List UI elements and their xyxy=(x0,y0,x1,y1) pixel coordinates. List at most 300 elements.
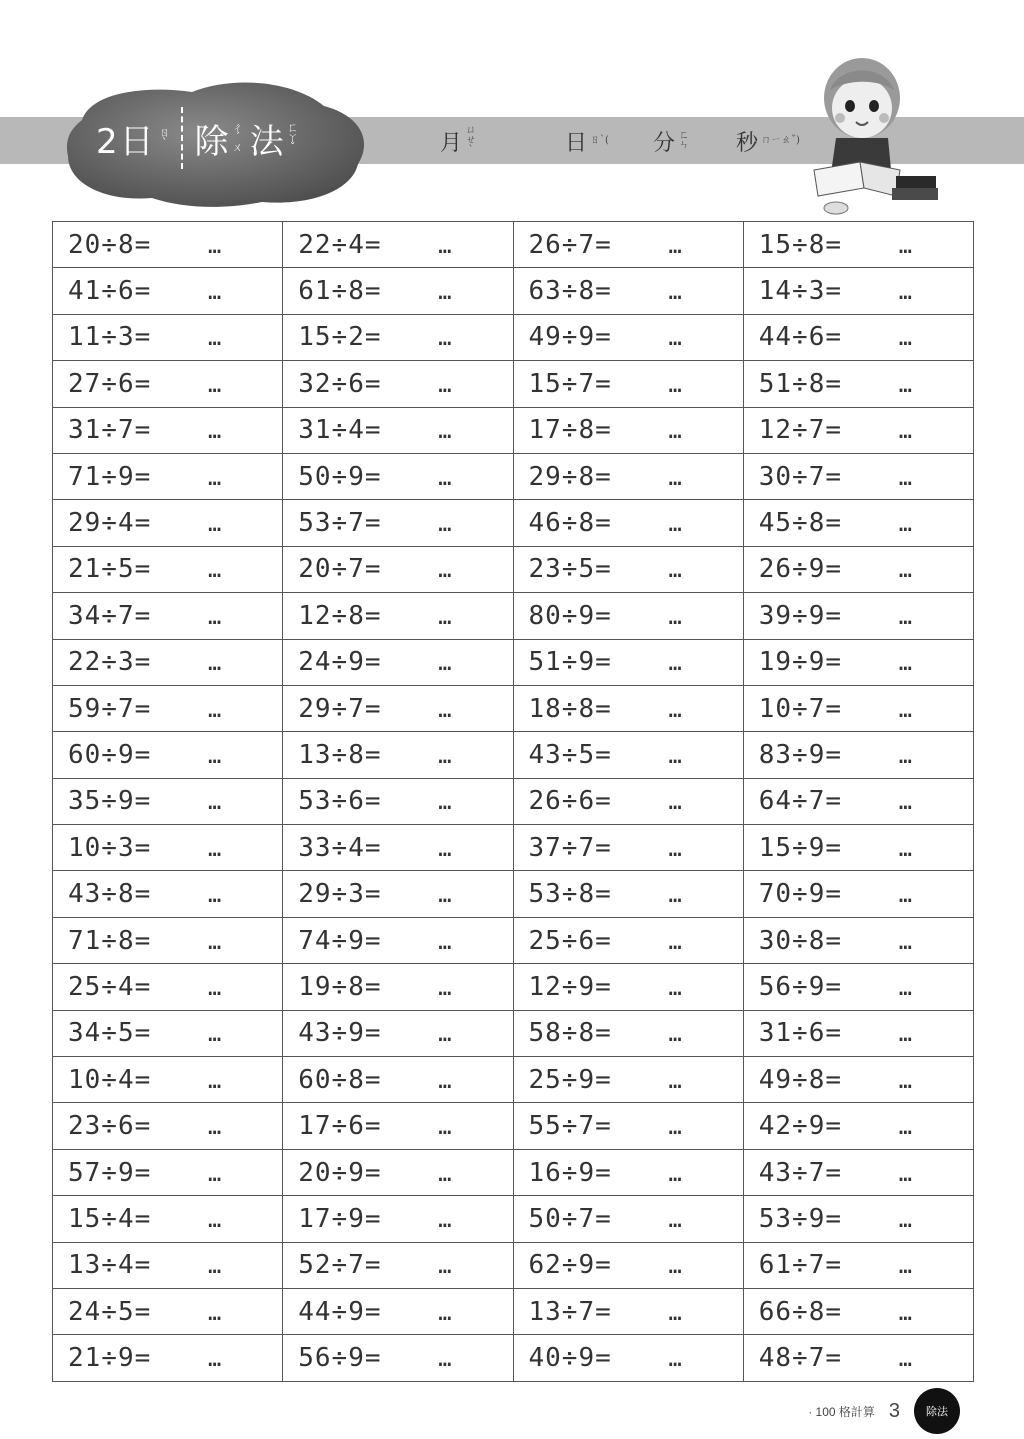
remainder-mark: … xyxy=(438,1300,453,1326)
problem-cell xyxy=(283,546,513,592)
problem-cell xyxy=(283,314,513,360)
division-expression: 53÷6= xyxy=(298,786,382,817)
problem-cell xyxy=(53,500,283,546)
remainder-mark: … xyxy=(438,743,453,769)
problem-row xyxy=(53,1057,974,1103)
division-expression: 12÷7= xyxy=(758,415,843,446)
problem-cell xyxy=(513,593,743,639)
problem-cell xyxy=(513,453,743,499)
remainder-mark: … xyxy=(438,1068,453,1094)
division-expression: 39÷9= xyxy=(758,600,843,631)
division-expression: 53÷9= xyxy=(758,1203,843,1234)
division-expression: 12÷9= xyxy=(528,971,612,1002)
division-expression: 19÷9= xyxy=(758,647,843,678)
problem-cell xyxy=(283,1288,513,1334)
division-expression: 31÷6= xyxy=(758,1018,843,1049)
division-expression: 44÷6= xyxy=(758,322,843,353)
problem-cell xyxy=(53,314,283,360)
problem-cell xyxy=(53,917,283,963)
remainder-mark: … xyxy=(208,1207,223,1233)
remainder-mark: … xyxy=(438,1347,453,1373)
second-field: 秒 ㄇㄧㄠˇ) xyxy=(735,130,800,156)
problem-cell xyxy=(283,1196,513,1242)
problem-cell xyxy=(743,825,973,871)
remainder-mark: … xyxy=(668,1161,683,1187)
division-expression: 10÷3= xyxy=(68,832,152,863)
problem-row xyxy=(53,500,974,546)
division-expression: 11÷3= xyxy=(68,322,152,353)
problem-cell xyxy=(743,314,973,360)
problem-row xyxy=(53,778,974,824)
problem-row xyxy=(53,871,974,917)
division-expression: 43÷5= xyxy=(528,739,612,770)
problem-cell xyxy=(743,639,973,685)
problem-cell xyxy=(743,964,973,1010)
division-expression: 51÷8= xyxy=(758,368,843,399)
remainder-mark: … xyxy=(898,465,913,491)
division-expression: 64÷7= xyxy=(758,786,843,817)
division-expression: 20÷7= xyxy=(298,554,382,585)
division-expression: 71÷8= xyxy=(68,925,152,956)
remainder-mark: … xyxy=(438,1254,453,1280)
division-expression: 15÷9= xyxy=(758,832,843,863)
remainder-mark: … xyxy=(208,1254,223,1280)
day-field: 日 ㄖˋ( xyxy=(565,130,609,156)
problem-row xyxy=(53,825,974,871)
remainder-mark: … xyxy=(438,465,453,491)
remainder-mark: … xyxy=(208,697,223,723)
division-expression: 34÷7= xyxy=(68,600,152,631)
remainder-mark: … xyxy=(898,604,913,630)
division-expression: 23÷6= xyxy=(68,1111,152,1142)
problem-cell xyxy=(743,1335,973,1381)
problem-cell xyxy=(283,407,513,453)
problem-cell xyxy=(283,825,513,871)
remainder-mark: … xyxy=(898,1022,913,1048)
remainder-mark: … xyxy=(898,1207,913,1233)
division-expression: 19÷8= xyxy=(298,971,382,1002)
division-expression: 31÷7= xyxy=(68,415,152,446)
problem-row xyxy=(53,407,974,453)
division-expression: 31÷4= xyxy=(298,415,382,446)
division-expression: 53÷8= xyxy=(528,879,612,910)
division-expression: 15÷8= xyxy=(758,229,843,260)
division-expression: 29÷4= xyxy=(68,508,152,539)
remainder-mark: … xyxy=(438,558,453,584)
problem-row xyxy=(53,314,974,360)
remainder-mark: … xyxy=(208,975,223,1001)
problem-cell xyxy=(283,361,513,407)
remainder-mark: … xyxy=(668,465,683,491)
division-expression: 43÷7= xyxy=(758,1157,843,1188)
problem-row xyxy=(53,1103,974,1149)
division-expression: 43÷8= xyxy=(68,879,152,910)
problem-row xyxy=(53,546,974,592)
remainder-mark: … xyxy=(898,326,913,352)
problem-cell xyxy=(743,500,973,546)
division-expression: 55÷7= xyxy=(528,1111,612,1142)
division-expression: 16÷9= xyxy=(528,1157,612,1188)
division-expression: 20÷8= xyxy=(68,229,152,260)
remainder-mark: … xyxy=(668,372,683,398)
remainder-mark: … xyxy=(208,558,223,584)
title-char: 法 ㄈㄚˇ xyxy=(249,121,299,162)
month-field: 月 ㄩㄝˋ xyxy=(440,125,477,156)
division-expression: 10÷7= xyxy=(758,693,843,724)
remainder-mark: … xyxy=(438,1022,453,1048)
division-expression: 22÷4= xyxy=(298,229,382,260)
remainder-mark: … xyxy=(898,1300,913,1326)
problem-cell xyxy=(53,1103,283,1149)
remainder-mark: … xyxy=(898,233,913,259)
remainder-mark: … xyxy=(208,1300,223,1326)
problem-cell xyxy=(513,407,743,453)
page-footer xyxy=(808,1388,960,1434)
problem-cell xyxy=(283,1149,513,1195)
problem-cell xyxy=(743,1010,973,1056)
remainder-mark: … xyxy=(438,604,453,630)
girl-reading-illustration xyxy=(800,50,945,220)
problem-cell xyxy=(513,546,743,592)
remainder-mark: … xyxy=(668,280,683,306)
remainder-mark: … xyxy=(898,883,913,909)
division-expression: 40÷9= xyxy=(528,1343,612,1374)
problem-row xyxy=(53,1335,974,1381)
remainder-mark: … xyxy=(438,372,453,398)
problem-cell xyxy=(283,964,513,1010)
problem-cell xyxy=(513,1149,743,1195)
problem-cell xyxy=(743,593,973,639)
problem-cell xyxy=(513,1010,743,1056)
problem-cell xyxy=(513,1335,743,1381)
remainder-mark: … xyxy=(668,326,683,352)
division-expression: 24÷5= xyxy=(68,1296,152,1327)
division-expression: 10÷4= xyxy=(68,1064,152,1095)
division-expression: 52÷7= xyxy=(298,1250,382,1281)
lesson-title xyxy=(96,108,305,168)
division-expression: 58÷8= xyxy=(528,1018,612,1049)
remainder-mark: … xyxy=(668,1115,683,1141)
division-expression: 70÷9= xyxy=(758,879,843,910)
remainder-mark: … xyxy=(668,1300,683,1326)
remainder-mark: … xyxy=(438,326,453,352)
division-expression: 27÷6= xyxy=(68,368,152,399)
remainder-mark: … xyxy=(208,836,223,862)
remainder-mark: … xyxy=(898,697,913,723)
remainder-mark: … xyxy=(208,929,223,955)
remainder-mark: … xyxy=(438,1115,453,1141)
problem-cell xyxy=(53,453,283,499)
problem-row xyxy=(53,1288,974,1334)
problem-cell xyxy=(53,268,283,314)
problem-cell xyxy=(53,825,283,871)
division-expression: 15÷2= xyxy=(298,322,382,353)
day-bopomofo: ㄖˋ xyxy=(159,126,171,149)
problem-cell xyxy=(513,314,743,360)
problem-cell xyxy=(53,593,283,639)
section-badge: 除法 xyxy=(914,1388,960,1434)
division-expression: 26÷7= xyxy=(528,229,612,260)
problem-row xyxy=(53,732,974,778)
problem-cell xyxy=(513,732,743,778)
remainder-mark: … xyxy=(668,1022,683,1048)
problem-cell xyxy=(283,222,513,268)
division-expression: 41÷6= xyxy=(68,276,152,307)
problem-cell xyxy=(53,1196,283,1242)
division-expression: 17÷8= xyxy=(528,415,612,446)
remainder-mark: … xyxy=(898,1254,913,1280)
division-expression: 29÷3= xyxy=(298,879,382,910)
problem-cell xyxy=(53,407,283,453)
division-expression: 66÷8= xyxy=(758,1296,843,1327)
division-expression: 25÷9= xyxy=(528,1064,612,1095)
remainder-mark: … xyxy=(898,651,913,677)
problem-cell xyxy=(53,1149,283,1195)
division-expression: 25÷6= xyxy=(528,925,612,956)
division-expression: 20÷9= xyxy=(298,1157,382,1188)
problem-row xyxy=(53,964,974,1010)
problem-cell xyxy=(513,500,743,546)
division-expression: 29÷8= xyxy=(528,461,612,492)
remainder-mark: … xyxy=(898,512,913,538)
division-expression: 13÷4= xyxy=(68,1250,152,1281)
problem-cell xyxy=(513,825,743,871)
division-expression: 26÷9= xyxy=(758,554,843,585)
problem-cell xyxy=(283,268,513,314)
division-expression: 71÷9= xyxy=(68,461,152,492)
remainder-mark: … xyxy=(668,233,683,259)
division-expression: 61÷7= xyxy=(758,1250,843,1281)
problem-cell xyxy=(283,1103,513,1149)
remainder-mark: … xyxy=(898,419,913,445)
problem-cell xyxy=(743,268,973,314)
problem-row xyxy=(53,453,974,499)
division-expression: 26÷6= xyxy=(528,786,612,817)
minute-field: 分 ㄈㄣ xyxy=(652,130,689,156)
problem-cell xyxy=(283,778,513,824)
problem-row xyxy=(53,268,974,314)
remainder-mark: … xyxy=(438,883,453,909)
remainder-mark: … xyxy=(208,1161,223,1187)
problem-cell xyxy=(53,361,283,407)
problem-cell xyxy=(283,500,513,546)
division-expression: 57÷9= xyxy=(68,1157,152,1188)
remainder-mark: … xyxy=(438,836,453,862)
remainder-mark: … xyxy=(438,651,453,677)
division-expression: 30÷7= xyxy=(758,461,843,492)
division-expression: 49÷8= xyxy=(758,1064,843,1095)
problem-cell xyxy=(53,732,283,778)
division-expression: 50÷9= xyxy=(298,461,382,492)
problem-cell xyxy=(53,1242,283,1288)
title-text xyxy=(195,114,305,163)
remainder-mark: … xyxy=(438,790,453,816)
remainder-mark: … xyxy=(898,1347,913,1373)
division-expression: 46÷8= xyxy=(528,508,612,539)
division-expression: 15÷4= xyxy=(68,1203,152,1234)
remainder-mark: … xyxy=(668,929,683,955)
problem-cell xyxy=(283,871,513,917)
problem-cell xyxy=(283,1242,513,1288)
remainder-mark: … xyxy=(438,1207,453,1233)
problem-cell xyxy=(283,685,513,731)
problem-cell xyxy=(283,1010,513,1056)
remainder-mark: … xyxy=(898,280,913,306)
remainder-mark: … xyxy=(208,419,223,445)
remainder-mark: … xyxy=(668,697,683,723)
remainder-mark: … xyxy=(898,975,913,1001)
problem-cell xyxy=(53,778,283,824)
division-expression: 83÷9= xyxy=(758,739,843,770)
remainder-mark: … xyxy=(898,1161,913,1187)
problem-cell xyxy=(513,1196,743,1242)
problem-cell xyxy=(743,546,973,592)
division-expression: 17÷9= xyxy=(298,1203,382,1234)
division-expression: 24÷9= xyxy=(298,647,382,678)
remainder-mark: … xyxy=(438,1161,453,1187)
problem-cell xyxy=(743,1196,973,1242)
problem-cell xyxy=(513,917,743,963)
division-expression: 44÷9= xyxy=(298,1296,382,1327)
problem-row xyxy=(53,1149,974,1195)
problem-cell xyxy=(283,917,513,963)
division-expression: 15÷7= xyxy=(528,368,612,399)
title-divider xyxy=(181,107,183,169)
remainder-mark: … xyxy=(208,1068,223,1094)
problem-cell xyxy=(53,546,283,592)
problem-cell xyxy=(513,222,743,268)
remainder-mark: … xyxy=(668,883,683,909)
remainder-mark: … xyxy=(668,651,683,677)
problem-cell xyxy=(513,1242,743,1288)
problem-row xyxy=(53,685,974,731)
division-expression: 56÷9= xyxy=(758,971,843,1002)
remainder-mark: … xyxy=(898,790,913,816)
remainder-mark: … xyxy=(898,1115,913,1141)
division-expression: 51÷9= xyxy=(528,647,612,678)
problem-row xyxy=(53,1196,974,1242)
problem-cell xyxy=(743,732,973,778)
division-expression: 12÷8= xyxy=(298,600,382,631)
division-expression: 32÷6= xyxy=(298,368,382,399)
problem-cell xyxy=(283,453,513,499)
remainder-mark: … xyxy=(438,697,453,723)
problem-cell xyxy=(53,222,283,268)
division-expression: 42÷9= xyxy=(758,1111,843,1142)
problem-cell xyxy=(513,778,743,824)
problem-cell xyxy=(743,361,973,407)
remainder-mark: … xyxy=(208,651,223,677)
division-expression: 59÷7= xyxy=(68,693,152,724)
problem-row xyxy=(53,1242,974,1288)
remainder-mark: … xyxy=(208,372,223,398)
division-expression: 14÷3= xyxy=(758,276,843,307)
remainder-mark: … xyxy=(898,1068,913,1094)
division-expression: 35÷9= xyxy=(68,786,152,817)
division-expression: 43÷9= xyxy=(298,1018,382,1049)
remainder-mark: … xyxy=(208,604,223,630)
remainder-mark: … xyxy=(898,372,913,398)
problem-row xyxy=(53,361,974,407)
remainder-mark: … xyxy=(208,743,223,769)
problem-row xyxy=(53,1010,974,1056)
division-expression: 56÷9= xyxy=(298,1343,382,1374)
remainder-mark: … xyxy=(438,975,453,1001)
problem-cell xyxy=(53,1057,283,1103)
remainder-mark: … xyxy=(668,1254,683,1280)
remainder-mark: … xyxy=(668,419,683,445)
remainder-mark: … xyxy=(668,836,683,862)
problem-cell xyxy=(743,685,973,731)
problem-cell xyxy=(743,1149,973,1195)
remainder-mark: … xyxy=(438,233,453,259)
problem-cell xyxy=(513,685,743,731)
division-expression: 22÷3= xyxy=(68,647,152,678)
day-label: 2日 xyxy=(96,121,156,162)
problem-cell xyxy=(513,361,743,407)
remainder-mark: … xyxy=(668,558,683,584)
problem-cell xyxy=(53,964,283,1010)
remainder-mark: … xyxy=(208,233,223,259)
problem-cell xyxy=(283,639,513,685)
problem-row xyxy=(53,917,974,963)
problem-cell xyxy=(53,1010,283,1056)
division-expression: 74÷9= xyxy=(298,925,382,956)
problem-cell xyxy=(743,407,973,453)
division-expression: 60÷8= xyxy=(298,1064,382,1095)
division-expression: 34÷5= xyxy=(68,1018,152,1049)
book-title: · 100 格計算 xyxy=(808,1404,875,1419)
title-char: 除 ㄔˊㄨ xyxy=(194,121,244,162)
problem-row xyxy=(53,593,974,639)
remainder-mark: … xyxy=(668,604,683,630)
problem-cell xyxy=(743,222,973,268)
division-expression: 13÷7= xyxy=(528,1296,612,1327)
division-expression: 33÷4= xyxy=(298,832,382,863)
division-expression: 61÷8= xyxy=(298,276,382,307)
remainder-mark: … xyxy=(668,1068,683,1094)
remainder-mark: … xyxy=(208,1022,223,1048)
remainder-mark: … xyxy=(668,1347,683,1373)
division-expression: 21÷9= xyxy=(68,1343,152,1374)
problem-cell xyxy=(283,1335,513,1381)
remainder-mark: … xyxy=(668,790,683,816)
problem-row xyxy=(53,639,974,685)
problem-cell xyxy=(283,732,513,778)
division-expression: 37÷7= xyxy=(528,832,612,863)
remainder-mark: … xyxy=(668,512,683,538)
page-number: 3 xyxy=(888,1399,900,1422)
remainder-mark: … xyxy=(438,280,453,306)
remainder-mark: … xyxy=(898,743,913,769)
problem-cell xyxy=(53,871,283,917)
problem-cell xyxy=(743,1103,973,1149)
division-expression: 48÷7= xyxy=(758,1343,843,1374)
division-expression: 45÷8= xyxy=(758,508,843,539)
division-expression: 80÷9= xyxy=(528,600,612,631)
problem-cell xyxy=(743,1288,973,1334)
division-expression: 60÷9= xyxy=(68,739,152,770)
remainder-mark: … xyxy=(208,326,223,352)
problem-cell xyxy=(743,871,973,917)
remainder-mark: … xyxy=(208,465,223,491)
problem-cell xyxy=(53,639,283,685)
division-expression: 21÷5= xyxy=(68,554,152,585)
division-expression: 25÷4= xyxy=(68,971,152,1002)
division-expression: 23÷5= xyxy=(528,554,612,585)
problem-cell xyxy=(513,1103,743,1149)
problem-cell xyxy=(513,268,743,314)
